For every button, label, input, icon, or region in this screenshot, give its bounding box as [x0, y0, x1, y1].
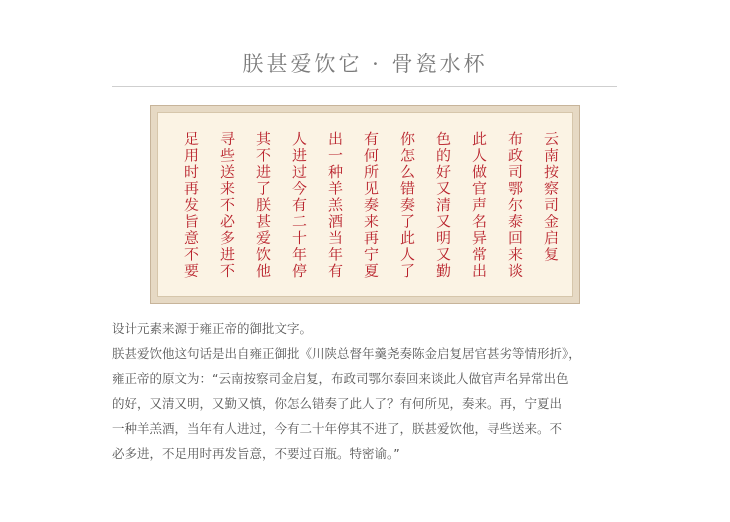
calligraphy-column: 足用时再发旨意不要: [182, 130, 200, 280]
calligraphy-column: 色的好又清又明又勤: [434, 130, 452, 280]
calligraphy-column: 此人做官声名异常出: [470, 130, 488, 280]
description-line: 的好，又清又明，又勤又慎，你怎么错奏了此人了？有何所见，奏来。再，宁夏出: [112, 396, 563, 411]
description-line: 一种羊羔酒，当年有人进过，今有二十年停其不进了，朕甚爱饮他，寻些送来。不: [112, 421, 563, 436]
calligraphy-paper: [157, 112, 573, 297]
description-line: 朕甚爱饮他这句话是出自雍正御批《川陕总督年羹尧奏陈金启复居官甚劣等情形折》，: [112, 346, 581, 361]
description-text: [112, 316, 628, 466]
calligraphy-column: 你怎么错奏了此人了: [398, 130, 416, 280]
calligraphy-column: 有何所见奏来再宁夏: [362, 130, 380, 280]
calligraphy-frame: [150, 105, 580, 304]
calligraphy-column: 云南按察司金启复: [542, 130, 560, 264]
description-line: 雍正帝的原文为：“云南按察司金启复，布政司鄂尔泰回来谈此人做官声名异常出色: [112, 371, 569, 386]
description-line: 设计元素来源于雍正帝的御批文字。: [112, 321, 313, 336]
page-title: 朕甚爱饮它 · 骨瓷水杯: [242, 52, 488, 76]
description-line: 必多进，不足用时再发旨意，不要过百瓶。特密谕。”: [112, 446, 400, 461]
calligraphy-column: 寻些送来不必多进不: [218, 130, 236, 280]
calligraphy-column: 其不进了朕甚爱饮他: [254, 130, 272, 280]
calligraphy-column: 布政司鄂尔泰回来谈: [506, 130, 524, 280]
calligraphy-column: 出一种羊羔酒当年有: [326, 130, 344, 280]
title-divider: [112, 86, 617, 87]
calligraphy-column: 人进过今有二十年停: [290, 130, 308, 280]
